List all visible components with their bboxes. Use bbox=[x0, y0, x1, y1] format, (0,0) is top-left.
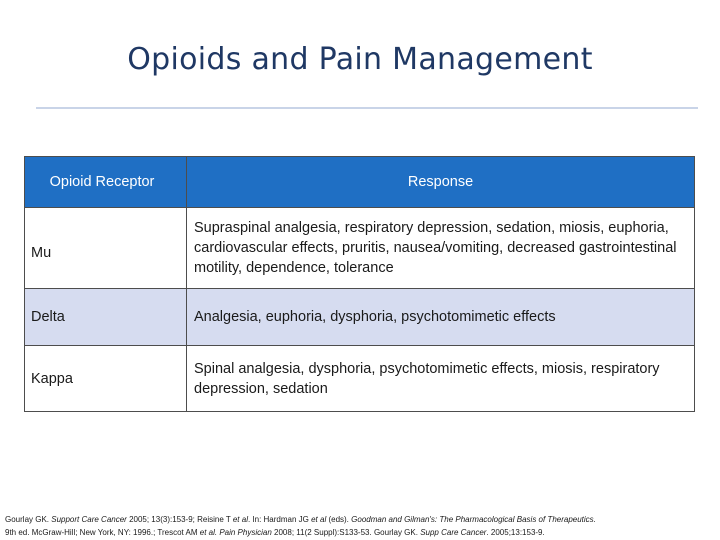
reference-line-2: 9th ed. McGraw-Hill; New York, NY: 1996.; Trescot AM et al. Pain Physician 2008; 11(2 Suppl):S133-53. Gourlay GK. Supp Care Cancer. 2005;13:153-9. bbox=[5, 527, 545, 537]
table-row bbox=[25, 289, 695, 346]
title-divider bbox=[36, 107, 698, 109]
response-cell: Analgesia, euphoria, dysphoria, psychotomimetic effects bbox=[187, 289, 695, 346]
header-response: Response bbox=[187, 157, 695, 208]
response-cell: Spinal analgesia, dysphoria, psychotomimetic effects, miosis, respiratory depression, sedation bbox=[187, 346, 695, 412]
header-opioid-receptor: Opioid Receptor bbox=[25, 157, 187, 208]
slide-title: Opioids and Pain Management bbox=[127, 42, 593, 77]
response-cell: Supraspinal analgesia, respiratory depression, sedation, miosis, euphoria, cardiovascular effects, pruritis, nausea/vomiting, decreased gastrointestinal motility, dependence, tolerance bbox=[187, 208, 695, 289]
receptor-cell: Delta bbox=[25, 289, 187, 346]
opioid-receptor-table bbox=[24, 156, 695, 412]
reference-line-1: Gourlay GK. Support Care Cancer 2005; 13(3):153-9; Reisine T et al. In: Hardman JG et al (eds). Goodman and Gilman's: The Pharmacological Basis of Therapeutics. bbox=[5, 515, 596, 524]
table-header-row bbox=[25, 157, 695, 208]
table-row bbox=[25, 208, 695, 289]
receptor-cell: Kappa bbox=[25, 346, 187, 412]
table-row bbox=[25, 346, 695, 412]
receptor-cell: Mu bbox=[25, 208, 187, 289]
references-footnote bbox=[5, 514, 717, 539]
